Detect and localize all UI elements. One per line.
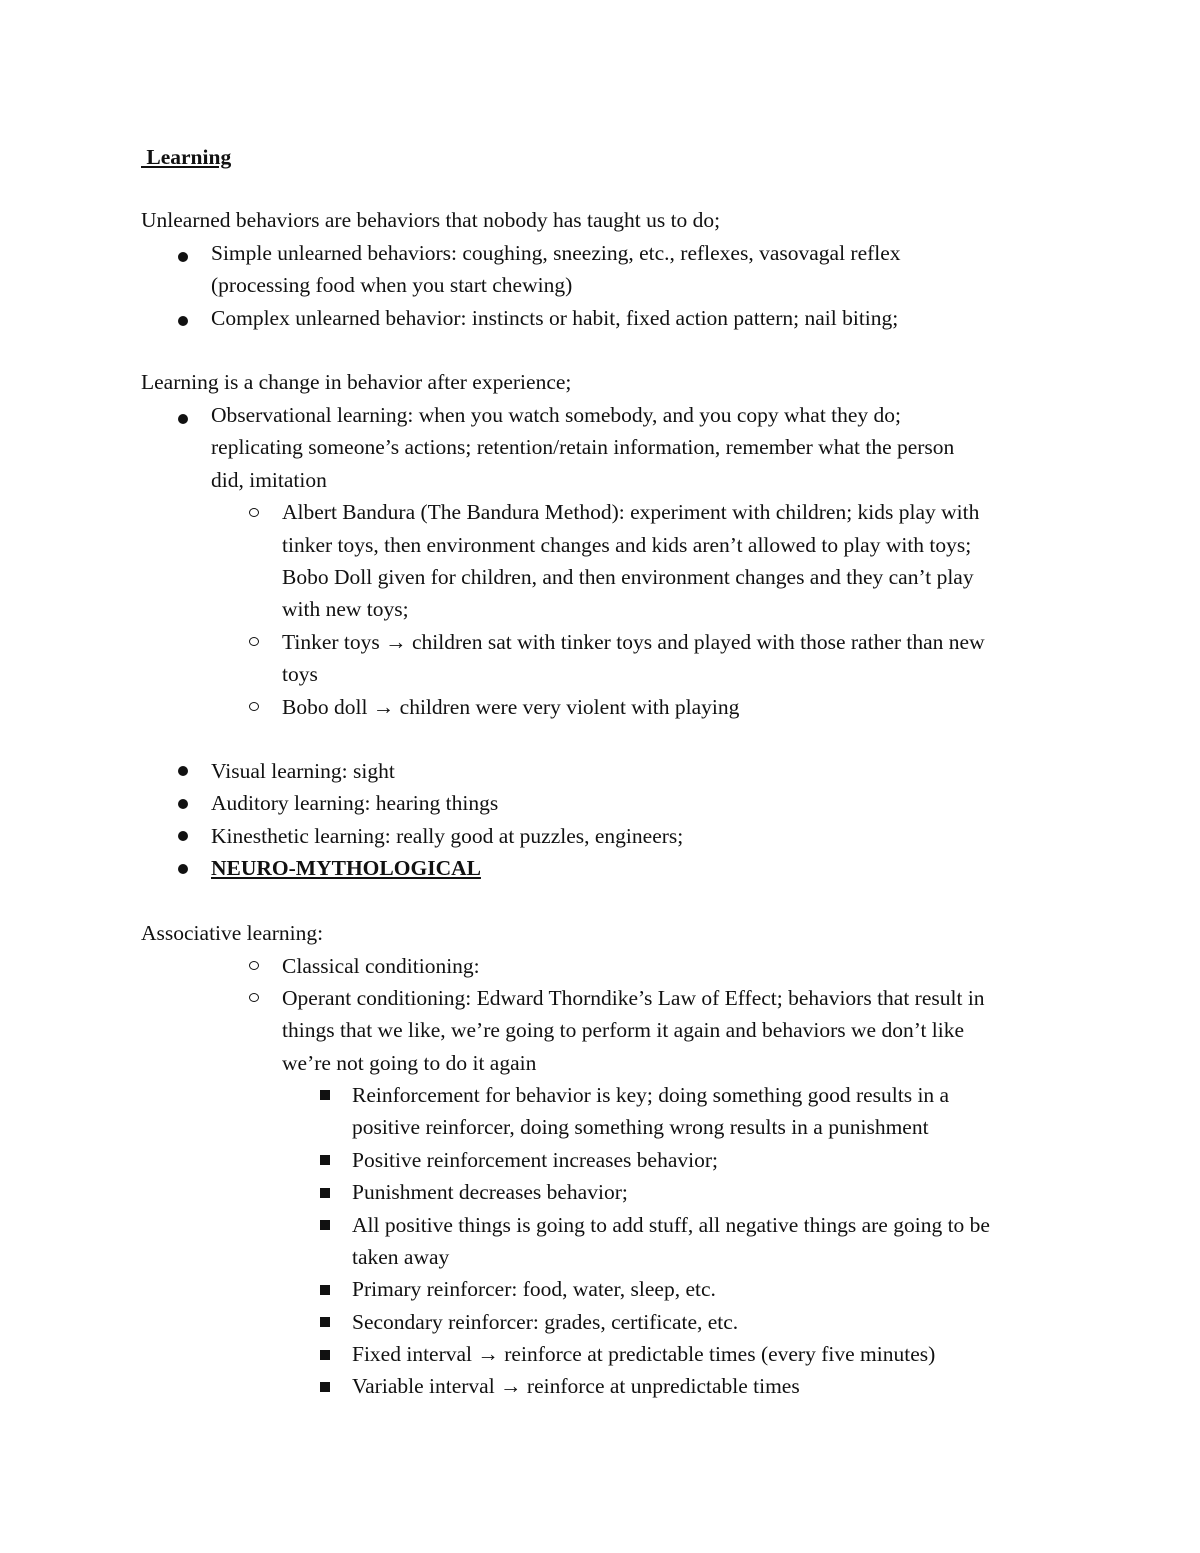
bullet-icon	[178, 799, 188, 809]
list-item: Auditory learning: hearing things	[211, 791, 499, 815]
square-bullet-icon	[320, 1188, 330, 1198]
list-item-continued: did, imitation	[211, 468, 327, 492]
circle-bullet-icon	[249, 508, 259, 517]
page-title: Learning	[141, 145, 232, 169]
bullet-icon	[178, 252, 188, 262]
circle-bullet-icon	[249, 961, 259, 970]
nested-list-item: Punishment decreases behavior;	[352, 1180, 628, 1204]
bullet-icon	[178, 864, 188, 874]
square-bullet-icon	[320, 1285, 330, 1295]
nested-list-item: Fixed interval → reinforce at predictable times (every five minutes)	[352, 1342, 936, 1366]
sub-list-item-continued: Bobo Doll given for children, and then environment changes and they can’t play	[282, 565, 974, 589]
circle-bullet-icon	[249, 702, 259, 711]
list-item: Simple unlearned behaviors: coughing, sneezing, etc., reflexes, vasovagal reflex	[211, 241, 901, 265]
bullet-icon	[178, 316, 188, 326]
circle-bullet-icon	[249, 637, 259, 646]
list-item-continued: replicating someone’s actions; retention/retain information, remember what the person	[211, 435, 955, 459]
square-bullet-icon	[320, 1155, 330, 1165]
list-item-continued: (processing food when you start chewing)	[211, 273, 573, 297]
nested-list-item-continued: taken away	[352, 1245, 450, 1269]
square-bullet-icon	[320, 1090, 330, 1100]
square-bullet-icon	[320, 1317, 330, 1327]
list-item: Observational learning: when you watch somebody, and you copy what they do;	[211, 403, 902, 427]
sub-list-item: Classical conditioning:	[282, 954, 480, 978]
sub-list-item: Albert Bandura (The Bandura Method): experiment with children; kids play with	[282, 500, 980, 524]
nested-list-item: Positive reinforcement increases behavior;	[352, 1148, 718, 1172]
nested-list-item: Reinforcement for behavior is key; doing something good results in a	[352, 1083, 950, 1107]
square-bullet-icon	[320, 1382, 330, 1392]
bullet-icon	[178, 766, 188, 776]
square-bullet-icon	[320, 1220, 330, 1230]
paragraph-associative: Associative learning:	[141, 921, 324, 945]
circle-bullet-icon	[249, 993, 259, 1002]
sub-list-item-continued: with new toys;	[282, 597, 409, 621]
sub-list-item-continued: toys	[282, 662, 318, 686]
list-item-heading: NEURO-MYTHOLOGICAL	[211, 856, 481, 880]
list-item: Kinesthetic learning: really good at puzzles, engineers;	[211, 824, 684, 848]
sub-list-item: Tinker toys → children sat with tinker toys and played with those rather than new	[282, 630, 985, 654]
nested-list-item: Secondary reinforcer: grades, certificate, etc.	[352, 1310, 739, 1334]
paragraph-learning: Learning is a change in behavior after experience;	[141, 370, 572, 394]
sub-list-item: Bobo doll → children were very violent with playing	[282, 695, 740, 719]
sub-list-item-continued: tinker toys, then environment changes and kids aren’t allowed to play with toys;	[282, 533, 972, 557]
square-bullet-icon	[320, 1350, 330, 1360]
bullet-icon	[178, 831, 188, 841]
list-item: Visual learning: sight	[211, 759, 395, 783]
paragraph-unlearned: Unlearned behaviors are behaviors that nobody has taught us to do;	[141, 208, 721, 232]
nested-list-item: All positive things is going to add stuff, all negative things are going to be	[352, 1213, 990, 1237]
nested-list-item-continued: positive reinforcer, doing something wrong results in a punishment	[352, 1115, 929, 1139]
list-item: Complex unlearned behavior: instincts or habit, fixed action pattern; nail biting;	[211, 306, 899, 330]
sub-list-item: Operant conditioning: Edward Thorndike’s Law of Effect; behaviors that result in	[282, 986, 985, 1010]
bullet-icon	[178, 414, 188, 424]
nested-list-item: Variable interval → reinforce at unpredictable times	[352, 1374, 800, 1398]
sub-list-item-continued: we’re not going to do it again	[282, 1051, 537, 1075]
nested-list-item: Primary reinforcer: food, water, sleep, etc.	[352, 1277, 716, 1301]
sub-list-item-continued: things that we like, we’re going to perform it again and behaviors we don’t like	[282, 1018, 965, 1042]
